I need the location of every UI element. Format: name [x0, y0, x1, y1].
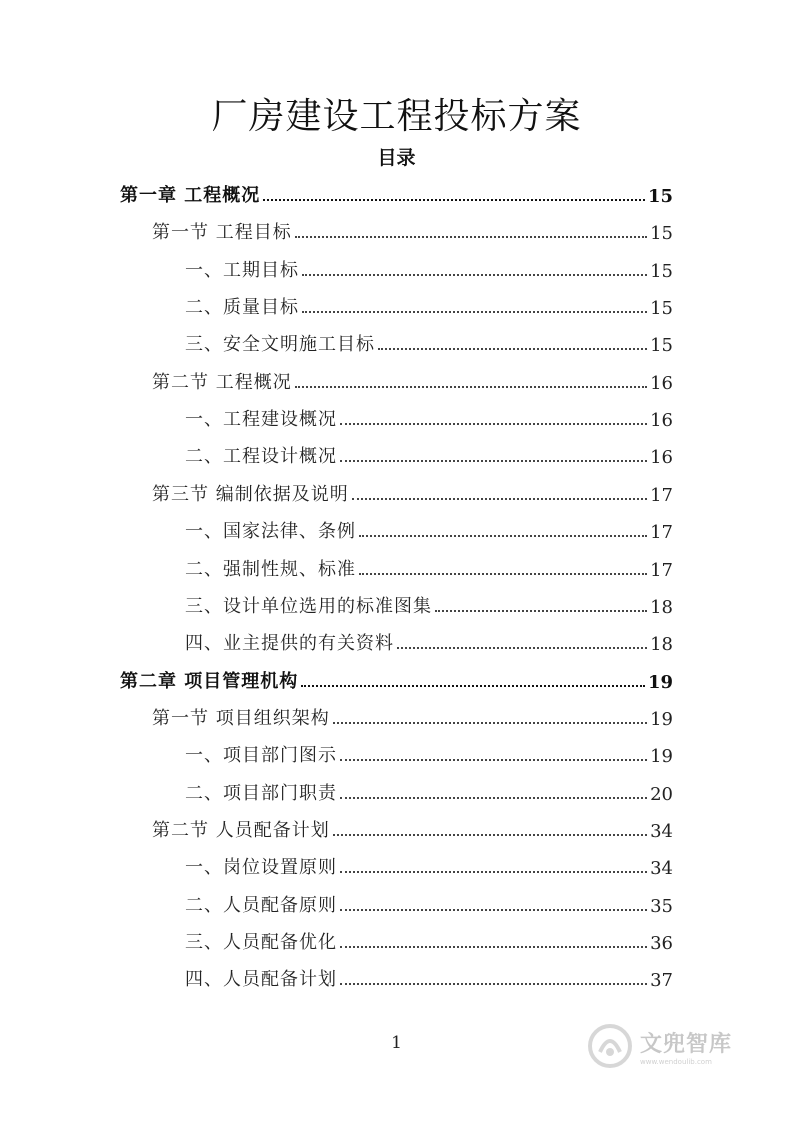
toc-entry-page: 16 [650, 447, 673, 468]
toc-subsection-entry[interactable] [185, 293, 673, 319]
toc-entry-page: 18 [650, 597, 673, 618]
toc-entry-label: 第一节 工程目标 [152, 222, 292, 243]
toc-leader-dots [340, 908, 647, 911]
toc-chapter-entry[interactable] [120, 667, 673, 693]
toc-entry-page: 17 [650, 522, 673, 543]
toc-heading: 目录 [377, 147, 416, 169]
toc-leader-dots [352, 497, 647, 500]
toc-leader-dots [302, 310, 647, 313]
toc-entry-label: 二、强制性规、标准 [185, 559, 356, 580]
toc-leader-dots [340, 422, 647, 425]
document-title: 厂房建设工程投标方案 [211, 96, 582, 137]
toc-subsection-entry[interactable] [185, 405, 673, 431]
toc-entry-page: 16 [650, 373, 673, 394]
toc-leader-dots [295, 385, 647, 388]
toc-entry-page: 34 [650, 858, 673, 879]
watermark [586, 1018, 766, 1074]
wendou-logo-icon [586, 1022, 634, 1070]
toc-entry-label: 一、工程建设概况 [185, 409, 337, 430]
toc-leader-dots [333, 721, 647, 724]
toc-entry-page: 17 [650, 485, 673, 506]
toc-entry-label: 二、人员配备原则 [185, 895, 337, 916]
toc-entry-label: 三、人员配备优化 [185, 932, 337, 953]
toc-entry-label: 第一节 项目组织架构 [152, 708, 330, 729]
toc-section-entry[interactable] [152, 816, 673, 842]
toc-leader-dots [295, 235, 647, 238]
toc-leader-dots [301, 684, 645, 687]
toc-entry-label: 一、项目部门图示 [185, 745, 337, 766]
toc-entry-page: 20 [650, 784, 673, 805]
toc-entry-label: 二、项目部门职责 [185, 783, 337, 804]
toc-entry-label: 四、业主提供的有关资料 [185, 633, 394, 654]
toc-leader-dots [340, 796, 647, 799]
toc-entry-label: 第二章 项目管理机构 [120, 671, 299, 692]
toc-leader-dots [302, 273, 647, 276]
toc-leader-dots [340, 758, 647, 761]
page-number: 1 [391, 1033, 402, 1053]
toc-entry-label: 二、工程设计概况 [185, 446, 337, 467]
toc-entry-page: 19 [650, 746, 673, 767]
toc-subsection-entry[interactable] [185, 629, 673, 655]
toc-entry-page: 15 [650, 298, 673, 319]
toc-entry-page: 19 [650, 709, 673, 730]
toc-entry-label: 二、质量目标 [185, 297, 299, 318]
watermark-url: www.wendoulib.com [640, 1057, 712, 1066]
toc-entry-page: 16 [650, 410, 673, 431]
toc-leader-dots [263, 198, 645, 201]
toc-leader-dots [378, 347, 647, 350]
toc-subsection-entry[interactable] [185, 741, 673, 767]
toc-subsection-entry[interactable] [185, 965, 673, 991]
toc-section-entry[interactable] [152, 218, 673, 244]
toc-subsection-entry[interactable] [185, 891, 673, 917]
toc-section-entry[interactable] [152, 704, 673, 730]
toc-entry-page: 15 [650, 261, 673, 282]
toc-entry-label: 一、工期目标 [185, 260, 299, 281]
toc-entry-page: 15 [647, 186, 673, 207]
toc-subsection-entry[interactable] [185, 555, 673, 581]
toc-section-entry[interactable] [152, 368, 673, 394]
toc-entry-page: 15 [650, 223, 673, 244]
toc-entry-page: 17 [650, 560, 673, 581]
toc-subsection-entry[interactable] [185, 442, 673, 468]
toc-entry-label: 一、岗位设置原则 [185, 857, 337, 878]
toc-subsection-entry[interactable] [185, 517, 673, 543]
toc-entry-page: 37 [650, 970, 673, 991]
toc-entry-page: 15 [650, 335, 673, 356]
toc-chapter-entry[interactable] [120, 181, 673, 207]
toc-entry-label: 第二节 工程概况 [152, 372, 292, 393]
toc-section-entry[interactable] [152, 480, 673, 506]
toc-leader-dots [359, 572, 647, 575]
toc-entry-page: 35 [650, 896, 673, 917]
toc-entry-page: 19 [647, 672, 673, 693]
toc-subsection-entry[interactable] [185, 256, 673, 282]
toc-leader-dots [340, 459, 647, 462]
toc-entry-label: 四、人员配备计划 [185, 969, 337, 990]
toc-leader-dots [435, 609, 647, 612]
toc-entry-label: 三、安全文明施工目标 [185, 334, 375, 355]
toc-entry-label: 第一章 工程概况 [120, 185, 261, 206]
toc-subsection-entry[interactable] [185, 928, 673, 954]
toc-entry-label: 一、国家法律、条例 [185, 521, 356, 542]
toc-entry-label: 第三节 编制依据及说明 [152, 484, 349, 505]
toc-entry-page: 36 [650, 933, 673, 954]
toc-leader-dots [397, 646, 647, 649]
toc-entry-label: 三、设计单位选用的标准图集 [185, 596, 432, 617]
toc-entry-page: 18 [650, 634, 673, 655]
toc-subsection-entry[interactable] [185, 853, 673, 879]
toc-subsection-entry[interactable] [185, 779, 673, 805]
toc-leader-dots [340, 982, 647, 985]
toc-leader-dots [333, 833, 647, 836]
watermark-name: 文兜智库 [640, 1031, 733, 1057]
toc-subsection-entry[interactable] [185, 592, 673, 618]
toc-leader-dots [340, 945, 647, 948]
toc-leader-dots [340, 870, 647, 873]
toc-subsection-entry[interactable] [185, 330, 673, 356]
toc-entry-page: 34 [650, 821, 673, 842]
toc-entry-label: 第二节 人员配备计划 [152, 820, 330, 841]
toc-leader-dots [359, 534, 647, 537]
